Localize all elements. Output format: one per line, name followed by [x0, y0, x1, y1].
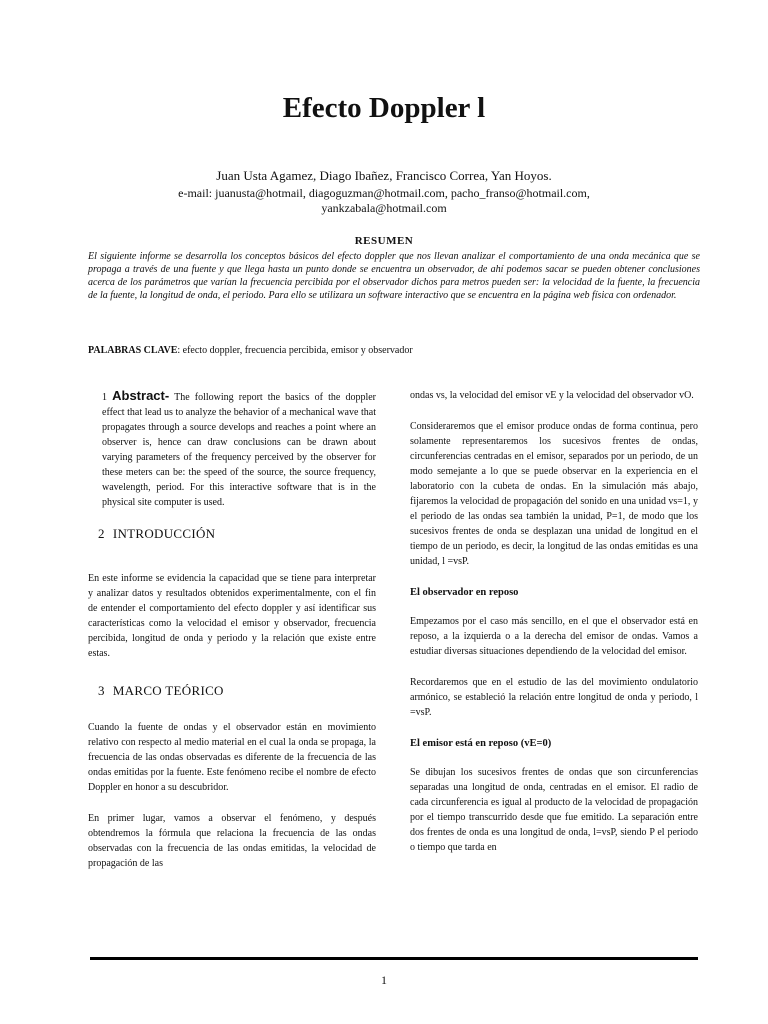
section-number: 3	[98, 683, 105, 698]
subheading-observador-reposo: El observador en reposo	[410, 587, 519, 598]
section-title: MARCO TEÓRICO	[112, 683, 224, 698]
paper-title: Efecto Doppler l	[282, 92, 486, 124]
marco-paragraph-1: Cuando la fuente de ondas y el observador están en movimiento relativo con respecto al medio material en el cual la onda se propaga, la frecuencia de las ondas observadas es diferente de la frecuencia de las ondas emitidas por la fuente. Este fenómeno recibe el nombre de efecto Doppler en honor a su descubridor.	[88, 722, 376, 793]
section-heading-introduccion	[98, 526, 376, 541]
resumen-text: El siguiente informe se desarrolla los conceptos básicos del efecto doppler que nos llevan analizar el comportamiento de una onda mecánica que se propaga a través de una fuente y que llega hasta un punto donde se encuentra un observador, de ahí podemos sacar se pueden obtener conclusiones acerca de los parámetros que varían la frecuencia percibida por el observador dichos para metros pueden ser: la velocidad de la fuente, la frecuencia de la fuente, la longitud de onda, el periodo. Para ello se utilizara un software interactivo que se encuentra en la página web física con ordenador.	[88, 251, 700, 302]
right-paragraph-3: Empezamos por el caso más sencillo, en el que el observador está en reposo, a la izquierda o a la derecha del emisor de ondas. Vamos a estudiar diversas situaciones dependiendo de la velocidad del emisor.	[410, 616, 698, 657]
author-list: Juan Usta Agamez, Diago Ibañez, Francisco Correa, Yan Hoyos.	[216, 168, 552, 183]
subheading-emisor-reposo: El emisor está en reposo (vE=0)	[410, 738, 552, 749]
section-heading-marco-teorico	[98, 683, 376, 698]
marco-paragraph-2: En primer lugar, vamos a observar el fenómeno, y después obtendremos la fórmula que relaciona la frecuencia de las ondas observadas con la frecuencia de las ondas emitidas, la velocidad de propagación de las	[88, 813, 376, 869]
email-line-1: e-mail: juanusta@hotmail, diagoguzman@hotmail.com, pacho_franso@hotmail.com,	[178, 186, 590, 200]
page-number: 1	[381, 973, 387, 987]
left-column	[88, 388, 376, 887]
right-column	[410, 388, 698, 871]
intro-paragraph: En este informe se evidencia la capacidad que se tiene para interpretar y analizar datos y resultados obtenidos experimentalmente, con el fin de entender el comportamiento del efecto doppler y así identificar sus características como la velocidad el emisor y observador, frecuencia percibida, longitud de onda y periodo y la relación que existe entre estas.	[88, 573, 376, 659]
keywords-line	[88, 345, 700, 356]
abstract-number: 1	[102, 392, 107, 403]
author-emails	[0, 186, 768, 216]
right-paragraph-4: Recordaremos que en el estudio de las del movimiento ondulatorio armónico, se estableció la relación entre longitud de onda y periodo, l =vsP.	[410, 677, 698, 718]
abstract-text: The following report the basics of the doppler effect that lead us to analyze the behavior of a mechanical wave that propagates through a source develops and reaches a point where an observer is, hence can draw conclusions can be drawn about varying parameters of the frequency perceived by the observer for these meters can be: the speed of the source, the source frequency, wavelength, period. For this interactive software that is in the physical site computer is used.	[102, 392, 376, 508]
abstract-label: Abstract-	[112, 388, 170, 403]
footer-rule	[90, 957, 698, 960]
email-line-2: yankzabala@hotmail.com	[321, 201, 447, 215]
resumen-heading: RESUMEN	[354, 235, 414, 247]
section-title: INTRODUCCIÓN	[112, 526, 216, 541]
abstract-paragraph	[88, 388, 376, 510]
right-paragraph-2: Consideraremos que el emisor produce ondas de forma continua, pero solamente representaremos los sucesivos frentes de ondas, circunferencias centradas en el emisor, separados por un periodo, de un modo semejante a lo que se puede observar en la experiencia en el laboratorio con la cubeta de ondas. En la simulación más abajo, fijaremos la velocidad de propagación del sonido en una unidad vs=1, y el periodo de las ondas sea también la unidad, P=1, de modo que los sucesivos frentes de onda se desplazan una unidad de longitud en el tiempo de un periodo, es decir, la longitud de las ondas emitidas es una unidad, l =vsP.	[410, 421, 698, 567]
section-number: 2	[98, 526, 105, 541]
keywords-label: PALABRAS CLAVE	[88, 345, 178, 356]
right-paragraph-1: ondas vs, la velocidad del emisor vE y la velocidad del observador vO.	[410, 390, 694, 401]
keywords-text: : efecto doppler, frecuencia percibida, emisor y observador	[177, 345, 413, 356]
right-paragraph-5: Se dibujan los sucesivos frentes de ondas que son circunferencias separadas una longitud de onda, centradas en el emisor. El radio de cada circunferencia es igual al producto de la velocidad de propagación por el tiempo transcurrido desde que fue emitido. La separación entre dos frentes de onda es una longitud de onda, l=vsP, siendo P el periodo o tiempo que tarda en	[410, 767, 698, 853]
